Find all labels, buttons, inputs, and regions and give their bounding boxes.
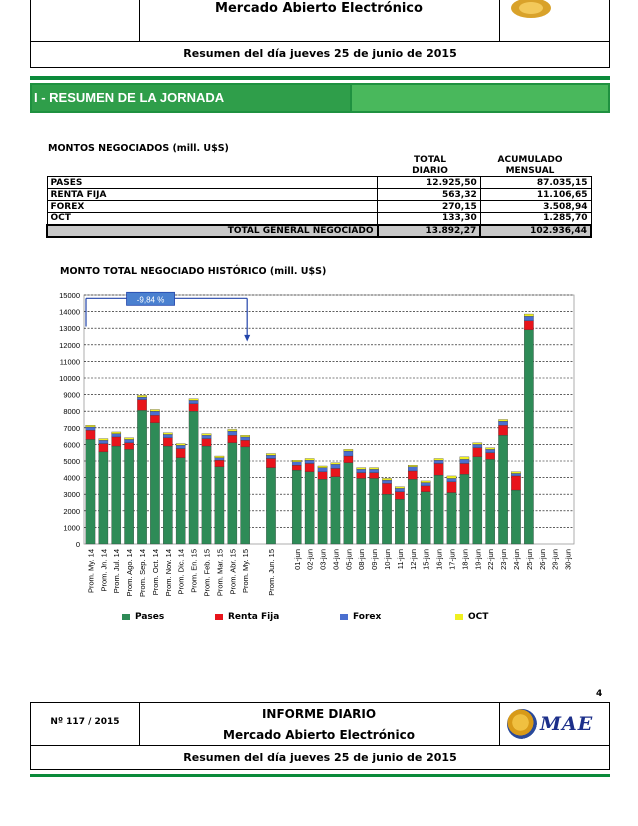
bar-forex bbox=[421, 483, 430, 486]
bar-pases bbox=[447, 493, 456, 544]
mae-logo-icon bbox=[507, 709, 537, 739]
y-tick-label: 9000 bbox=[63, 390, 80, 400]
bar-oct bbox=[524, 314, 533, 316]
bar-forex bbox=[486, 449, 495, 452]
y-tick-label: 12000 bbox=[59, 340, 80, 350]
top-header-title: Mercado Abierto Electrónico bbox=[215, 1, 423, 16]
bar-oct bbox=[447, 476, 456, 478]
x-tick-label: 16-jun bbox=[434, 549, 444, 570]
section-header bbox=[30, 83, 610, 113]
x-tick-label: Prom. Jul. 14 bbox=[112, 549, 122, 594]
y-tick-label: 5000 bbox=[63, 457, 80, 466]
bar-renta-fija bbox=[86, 430, 95, 439]
bar-renta-fija bbox=[421, 486, 430, 492]
bar-pases bbox=[215, 467, 224, 544]
mae-logo: MAE bbox=[507, 709, 607, 739]
table-row: PASES 12.925,50 87.035,15 bbox=[47, 177, 591, 189]
table-row: OCT 133,30 1.285,70 bbox=[47, 213, 591, 225]
bar-oct bbox=[137, 395, 146, 397]
bar-pases bbox=[473, 457, 482, 544]
x-tick-label: 19-jun bbox=[473, 549, 483, 570]
bar-pases bbox=[524, 330, 533, 544]
x-tick-label: 02-jun bbox=[305, 549, 315, 570]
x-tick-label: 22-jun bbox=[486, 549, 496, 570]
montos-title: MONTOS NEGOCIADOS (mill. U$S) bbox=[48, 143, 229, 154]
bar-oct bbox=[318, 466, 327, 468]
x-tick-label: 15-jun bbox=[421, 549, 431, 570]
bar-pases bbox=[357, 478, 366, 544]
bar-oct bbox=[189, 399, 198, 401]
bar-renta-fija bbox=[498, 425, 507, 435]
table-row: FOREX 270,15 3.508,94 bbox=[47, 201, 591, 213]
x-tick-label: Prom. Sep. 14 bbox=[138, 549, 148, 597]
bar-renta-fija bbox=[318, 472, 327, 479]
x-tick-label: 09-jun bbox=[370, 549, 380, 570]
legend-swatch-forex bbox=[340, 614, 348, 620]
legend-renta-fija: Renta Fija bbox=[215, 612, 279, 622]
top-header-row bbox=[30, 0, 610, 42]
bar-pases bbox=[266, 468, 275, 544]
bar-renta-fija bbox=[163, 438, 172, 446]
y-tick-label: 14000 bbox=[59, 307, 80, 317]
report-title: INFORME DIARIO bbox=[261, 707, 377, 721]
bar-oct bbox=[486, 448, 495, 450]
bar-renta-fija bbox=[215, 460, 224, 467]
bar-pases bbox=[318, 479, 327, 544]
bar-pases bbox=[408, 479, 417, 544]
bar-oct bbox=[357, 468, 366, 470]
x-tick-label: Prom. Ago. 14 bbox=[125, 549, 135, 597]
bar-renta-fija bbox=[408, 471, 417, 479]
legend-swatch-renta-fija bbox=[215, 614, 223, 620]
bar-oct bbox=[124, 438, 133, 440]
bar-oct bbox=[408, 465, 417, 467]
bar-forex bbox=[395, 488, 404, 491]
x-tick-label: Prom. Feb. 15 bbox=[202, 549, 212, 597]
bar-forex bbox=[524, 316, 533, 320]
bar-forex bbox=[511, 473, 520, 475]
bar-forex bbox=[86, 427, 95, 430]
bar-renta-fija bbox=[344, 456, 353, 463]
bar-pases bbox=[150, 423, 159, 544]
x-tick-label: Prom. Abr. 15 bbox=[228, 549, 238, 595]
y-tick-label: 1000 bbox=[63, 523, 80, 533]
bar-renta-fija bbox=[486, 453, 495, 460]
bar-renta-fija bbox=[511, 476, 520, 490]
bar-forex bbox=[124, 439, 133, 442]
bar-oct bbox=[150, 410, 159, 412]
bar-oct bbox=[305, 459, 314, 461]
x-tick-label: Prom. My. 14 bbox=[86, 549, 96, 594]
bar-renta-fija bbox=[305, 463, 314, 471]
bar-forex bbox=[498, 421, 507, 425]
x-tick-label: 05-jun bbox=[344, 549, 354, 570]
bar-forex bbox=[344, 451, 353, 456]
x-tick-label: 25-jun bbox=[524, 549, 534, 570]
bar-renta-fija bbox=[137, 400, 146, 411]
x-tick-label: 01-jun bbox=[292, 549, 302, 570]
legend-forex: Forex bbox=[340, 612, 381, 622]
y-tick-label: 6000 bbox=[63, 440, 80, 450]
bar-pases bbox=[124, 449, 133, 544]
bar-forex bbox=[447, 478, 456, 481]
bar-pases bbox=[305, 472, 314, 544]
bar-renta-fija bbox=[189, 404, 198, 411]
bar-oct bbox=[228, 429, 237, 431]
bar-forex bbox=[150, 411, 159, 415]
bar-forex bbox=[215, 458, 224, 460]
annotation-label: -9,84 % bbox=[136, 295, 165, 305]
page-number: 4 bbox=[596, 689, 603, 699]
bar-oct bbox=[434, 459, 443, 461]
y-tick-label: 7000 bbox=[63, 423, 80, 433]
x-tick-label: 04-jun bbox=[331, 549, 341, 570]
bar-oct bbox=[202, 434, 211, 436]
bar-oct bbox=[511, 472, 520, 474]
mae-logo-icon bbox=[509, 0, 567, 30]
bar-oct bbox=[215, 456, 224, 458]
bar-pases bbox=[511, 490, 520, 544]
bar-renta-fija bbox=[99, 444, 108, 452]
bar-renta-fija bbox=[202, 439, 211, 446]
bar-renta-fija bbox=[369, 473, 378, 479]
bar-forex bbox=[305, 460, 314, 463]
bar-renta-fija bbox=[228, 435, 237, 442]
bar-renta-fija bbox=[460, 463, 469, 474]
bar-oct bbox=[112, 432, 121, 434]
bar-forex bbox=[292, 462, 301, 465]
x-tick-label: 11-jun bbox=[395, 549, 405, 570]
bar-pases bbox=[344, 463, 353, 544]
bar-renta-fija bbox=[473, 448, 482, 457]
bar-oct bbox=[395, 487, 404, 489]
bar-forex bbox=[473, 444, 482, 447]
bar-oct bbox=[176, 444, 185, 446]
bar-pases bbox=[163, 446, 172, 544]
col-header-acumulado: ACUMULADO MENSUAL bbox=[497, 155, 563, 176]
bar-pases bbox=[395, 499, 404, 544]
x-tick-label: 17-jun bbox=[447, 549, 457, 570]
montos-table bbox=[46, 176, 592, 238]
legend-swatch-oct bbox=[455, 614, 463, 620]
legend-oct: OCT bbox=[455, 612, 488, 622]
x-tick-label: 03-jun bbox=[318, 549, 328, 570]
y-tick-label: 0 bbox=[75, 540, 80, 549]
bar-oct bbox=[473, 443, 482, 445]
x-tick-label: Prom. En. 15 bbox=[189, 549, 199, 593]
bar-forex bbox=[99, 440, 108, 443]
bar-oct bbox=[344, 449, 353, 451]
top-header bbox=[30, 0, 610, 70]
report-number: Nº 117 / 2015 bbox=[50, 717, 120, 727]
bar-pases bbox=[241, 447, 250, 544]
col-header-total: TOTAL DIARIO bbox=[412, 155, 448, 176]
bar-forex bbox=[241, 437, 250, 440]
total-row: TOTAL GENERAL NEGOCIADO 13.892,27 102.936,44 bbox=[47, 225, 591, 237]
x-tick-label: Prom. Nov. 14 bbox=[163, 549, 173, 597]
bar-oct bbox=[382, 478, 391, 480]
bar-oct bbox=[266, 454, 275, 456]
bar-pases bbox=[331, 477, 340, 544]
y-tick-label: 3000 bbox=[63, 490, 80, 500]
bar-forex bbox=[369, 469, 378, 472]
bar-renta-fija bbox=[524, 321, 533, 330]
divider-bottom bbox=[30, 774, 610, 777]
y-tick-label: 8000 bbox=[63, 407, 80, 417]
report-subtitle: Resumen del día jueves 25 de junio de 2015 bbox=[183, 751, 457, 764]
bar-renta-fija bbox=[112, 437, 121, 446]
legend-pases: Pases bbox=[122, 612, 164, 622]
bar-oct bbox=[241, 435, 250, 437]
y-tick-label: 4000 bbox=[63, 473, 80, 483]
bar-pases bbox=[486, 459, 495, 544]
bar-pases bbox=[434, 475, 443, 544]
footer-header bbox=[30, 702, 610, 770]
bar-forex bbox=[382, 480, 391, 483]
bar-forex bbox=[176, 445, 185, 448]
bar-forex bbox=[137, 397, 146, 399]
bar-oct bbox=[421, 481, 430, 483]
x-tick-label: Prom. Jun. 15 bbox=[266, 549, 276, 596]
bar-forex bbox=[266, 455, 275, 458]
bar-renta-fija bbox=[357, 473, 366, 479]
top-header-subtitle: Resumen del día jueves 25 de junio de 2015 bbox=[30, 42, 610, 68]
bar-oct bbox=[369, 468, 378, 470]
y-tick-label: 15000 bbox=[59, 291, 80, 300]
x-tick-label: Prom. Oct. 14 bbox=[150, 549, 160, 596]
bar-renta-fija bbox=[266, 459, 275, 468]
y-tick-label: 11000 bbox=[59, 357, 80, 367]
x-tick-label: 10-jun bbox=[383, 549, 393, 570]
bar-pases bbox=[176, 458, 185, 544]
x-tick-label: 26-jun bbox=[537, 549, 547, 570]
historical-volume-chart bbox=[40, 285, 580, 607]
bar-renta-fija bbox=[382, 483, 391, 494]
x-tick-label: Prom. Mar. 15 bbox=[215, 549, 225, 597]
bar-pases bbox=[86, 439, 95, 544]
bar-forex bbox=[460, 459, 469, 463]
bar-oct bbox=[292, 460, 301, 462]
x-tick-label: 23-jun bbox=[499, 549, 509, 570]
bar-forex bbox=[357, 469, 366, 472]
y-tick-label: 13000 bbox=[59, 324, 80, 334]
bar-renta-fija bbox=[395, 492, 404, 499]
bar-oct bbox=[86, 425, 95, 427]
bar-pases bbox=[460, 474, 469, 544]
bar-renta-fija bbox=[434, 463, 443, 475]
bar-pases bbox=[112, 446, 121, 544]
bar-oct bbox=[460, 457, 469, 459]
bar-renta-fija bbox=[292, 465, 301, 470]
bar-renta-fija bbox=[176, 449, 185, 458]
bar-forex bbox=[202, 435, 211, 438]
chart-title: MONTO TOTAL NEGOCIADO HISTÓRICO (mill. U$S) bbox=[60, 266, 327, 277]
bar-pases bbox=[202, 446, 211, 544]
bar-renta-fija bbox=[447, 482, 456, 493]
x-tick-label: 29-jun bbox=[550, 549, 560, 570]
bar-pases bbox=[99, 452, 108, 544]
bar-forex bbox=[331, 464, 340, 468]
bar-renta-fija bbox=[331, 468, 340, 476]
bar-renta-fija bbox=[124, 443, 133, 450]
bar-forex bbox=[228, 431, 237, 435]
y-tick-label: 10000 bbox=[59, 374, 80, 383]
bar-renta-fija bbox=[241, 440, 250, 447]
bar-pases bbox=[382, 494, 391, 544]
bar-pases bbox=[369, 478, 378, 544]
bar-renta-fija bbox=[150, 415, 159, 422]
x-tick-label: 08-jun bbox=[357, 549, 367, 570]
section-title: I - RESUMEN DE LA JORNADA bbox=[32, 85, 350, 111]
bar-forex bbox=[434, 460, 443, 463]
bar-pases bbox=[189, 411, 198, 544]
bar-pases bbox=[292, 470, 301, 544]
report-org: Mercado Abierto Electrónico bbox=[223, 728, 415, 742]
x-tick-label: Prom. Jn. 14 bbox=[99, 549, 109, 592]
bar-forex bbox=[112, 434, 121, 437]
bar-oct bbox=[498, 420, 507, 422]
bar-pases bbox=[421, 492, 430, 544]
bar-oct bbox=[163, 433, 172, 435]
x-tick-label: 12-jun bbox=[408, 549, 418, 570]
bar-pases bbox=[498, 435, 507, 544]
bar-forex bbox=[318, 468, 327, 472]
x-tick-label: 24-jun bbox=[511, 549, 521, 570]
table-row: RENTA FIJA 563,32 11.106,65 bbox=[47, 189, 591, 201]
x-tick-label: Prom. My. 15 bbox=[241, 549, 251, 594]
bar-forex bbox=[163, 434, 172, 437]
bar-forex bbox=[189, 400, 198, 403]
x-tick-label: 30-jun bbox=[563, 549, 573, 570]
bar-pases bbox=[137, 410, 146, 544]
bar-oct bbox=[99, 439, 108, 441]
y-tick-label: 2000 bbox=[63, 506, 80, 516]
bar-forex bbox=[408, 467, 417, 471]
x-tick-label: 18-jun bbox=[460, 549, 470, 570]
divider-top bbox=[30, 76, 610, 80]
legend-swatch-pases bbox=[122, 614, 130, 620]
bar-oct bbox=[331, 463, 340, 465]
bar-pases bbox=[228, 443, 237, 544]
x-tick-label: Prom. Dic. 14 bbox=[176, 549, 186, 595]
